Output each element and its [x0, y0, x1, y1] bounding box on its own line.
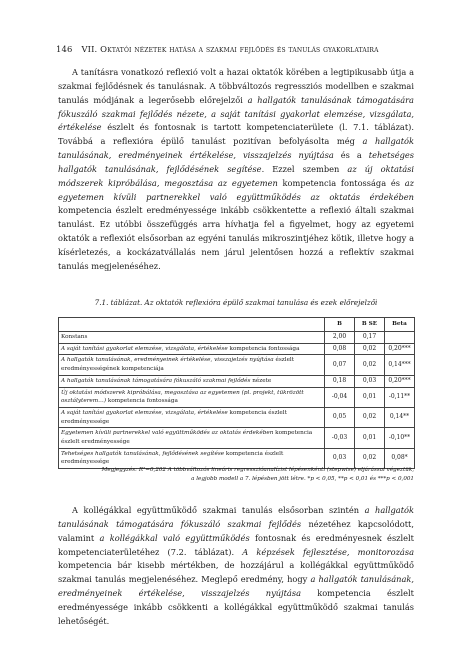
se-value: 0,03 [355, 375, 385, 387]
row-label-rest: kompetencia észlelt eredményessége [61, 430, 313, 446]
row-label [59, 428, 325, 448]
text-span: nézetéhez kapcsolódott, valamint [58, 518, 414, 543]
header-cell [59, 318, 325, 332]
row-label-rest: észlelt eredményességének kompetenciája [61, 357, 295, 373]
paragraph-collaboration [58, 504, 414, 629]
b-value: -0,04 [325, 387, 355, 407]
italic-span: a hallgatók tanulásának, eredményeinek értékelése, visszajelzés nyújtása [58, 136, 415, 161]
row-label-italic: A saját tanítási gyakorlat elemzése, vizsgálata, értékelése [61, 345, 228, 352]
table-row [59, 387, 415, 407]
page-number: 146 [56, 44, 73, 54]
table-row [59, 355, 415, 375]
row-label-rest: kompetencia fontossága [106, 398, 178, 405]
row-label-italic: A saját tanítási gyakorlat elemzése, vizsgálata, értékelése [61, 409, 228, 416]
se-value: 0,02 [355, 448, 385, 468]
row-label-italic: Egyetemen kívüli partnerekkel való együttműködés az oktatás érdekében [61, 430, 274, 437]
italic-span: a hallgatók tanulásának támogatására fókuszáló szakmai fejlődés [58, 505, 414, 529]
text-span: . Ezzel szemben [261, 163, 348, 174]
se-value: 0,02 [355, 407, 385, 427]
se-value: 0,17 [355, 332, 385, 344]
b-value: 0,07 [325, 355, 355, 375]
b-value: 0,03 [325, 448, 355, 468]
row-label [59, 407, 325, 427]
row-label-italic: Új oktatási módszerek kipróbálása, megosztása az egyetemen (pl. projekt, tükrözött osztályterem…) [61, 389, 304, 405]
beta-value: -0,10** [385, 428, 415, 448]
text-span: fontosnak és eredményesnek észlelt kompetenciaterületéhez (7.2. táblázat). [58, 532, 414, 557]
table-row [59, 428, 415, 448]
row-label [59, 355, 325, 375]
b-value: -0,03 [325, 428, 355, 448]
paragraph-reflection [58, 66, 414, 274]
row-label-rest: nézete [250, 377, 272, 384]
b-value: 0,08 [325, 343, 355, 355]
text-span: kompetencia bár kisebb mértékben, de hozzájárul a kollégákkal együttműködő szakmai tanulás megjelenéséhez. Meglepő eredmény, hogy [58, 560, 414, 585]
text-span: A kollégákkal együttműködő szakmai tanulás elsősorban szintén [72, 505, 365, 515]
row-label [59, 343, 325, 355]
header-cell: Beta [385, 318, 415, 332]
italic-span: a hallgatók tanulásának, eredményeinek értékelése, visszajelzés nyújtása [58, 574, 414, 599]
se-value: 0,01 [355, 387, 385, 407]
table-note [80, 466, 414, 483]
beta-value: 0,20*** [385, 375, 415, 387]
row-label-italic: Tehetséges hallgatók tanulásának, fejlődésének segítése [61, 450, 225, 457]
text-span: észlelt és fontosnak is tartott kompetenciaterülete (l. 7.1. táblázat). Továbbá a reflexióra épülő tanulást pozitívan befolyásolta még [58, 122, 414, 147]
italic-span: a kollégákkal való együttműködés [99, 532, 250, 543]
italic-span: a hallgatók tanulásának támogatására fókuszáló szakmai fejlődés nézete, a saját tanítási gyakorlat elemzése, vizsgálata, értékelése [58, 94, 414, 133]
beta-value [385, 332, 415, 344]
beta-value: 0,08* [385, 448, 415, 468]
table-row [59, 375, 415, 387]
running-title: VII. Oktatói nézetek hatása a szakmai fejlődés és tanulás gyakorlataira [81, 44, 379, 54]
row-label-italic: A hallgatók tanulásának, eredményeinek értékelése, visszajelzés nyújtása [61, 357, 274, 364]
table-row [59, 407, 415, 427]
beta-value: -0,11** [385, 387, 415, 407]
text-span: kompetencia fontossága és [277, 177, 405, 188]
table-row-constant [59, 332, 415, 344]
se-value: 0,01 [355, 428, 385, 448]
note-line: a legjobb modell a 7. lépésben jött létre. *p < 0,05, **p < 0,01 és ***p < 0,001 [191, 475, 414, 482]
table-header-row [59, 318, 415, 332]
text-span: kompetencia észlelt eredményessége inkább csökkentette a reflexió általi szakmai tanulást. Ez utóbbi összefüggés arra hívhatja fel a figyelmet, hogy az egyetemi oktatók a reflexiót elsősorban az egyéni tanulás mikroszintjéhez kötik, illetve hogy a kísérletezés, a kockázatvállalás nem járul jelentősen hozzá a reflektív szakmai tanulás megjelenéséhez. [58, 205, 414, 271]
b-value: 2,00 [325, 332, 355, 344]
row-label-rest: kompetencia észlelt eredményessége [61, 409, 287, 425]
row-label [59, 375, 325, 387]
se-value: 0,02 [355, 343, 385, 355]
row-label-italic: A hallgatók tanulásának támogatására fókuszáló szakmai fejlődés [61, 377, 251, 384]
text-span: és a [333, 150, 369, 161]
note-line: Megjegyzés: R²=0,202 A többváltozós lineáris regresszióanalízist lépésenkénti (stepwise) eljárással végeztük, [101, 467, 414, 473]
text-span: A tanításra vonatkozó reflexió volt a hazai oktatók körében a legtipikusabb útja a szakmai fejlődésnek és tanulásnak. A többváltozós regressziós modellben e szakmai tanulás módjának a legerősebb előrejelzői [58, 67, 414, 105]
italic-span: az egyetemen kívüli partnerekkel való együttműködés az oktatás érdekében [58, 177, 414, 202]
beta-value: 0,14** [385, 407, 415, 427]
b-value: 0,05 [325, 407, 355, 427]
table-row [59, 343, 415, 355]
beta-value: 0,20*** [385, 343, 415, 355]
italic-span: A képzések fejlesztése, monitorozása [242, 546, 414, 557]
se-value: 0,02 [355, 355, 385, 375]
header-cell: B [325, 318, 355, 332]
regression-table [58, 317, 415, 469]
table-caption: 7.1. táblázat. Az oktatók reflexióra épülő szakmai tanulása és ezek előrejelzői [94, 298, 378, 307]
italic-span: az új oktatási módszerek kipróbálása, megosztása az egyetemen [58, 163, 414, 188]
text-span: kompetencia észlelt eredményessége inkább csökkenti a kollégákkal együttműködő szakmai tanulás lehetőségét. [58, 588, 414, 626]
row-label: Konstans [59, 332, 325, 344]
row-label-rest: kompetencia észlelt eredményessége [61, 450, 284, 466]
running-header [56, 44, 414, 54]
italic-span: tehetséges hallgatók tanulásának, fejlődésének segítése [58, 150, 414, 174]
row-label-rest: kompetencia fontossága [227, 345, 300, 352]
beta-value: 0,14*** [385, 355, 415, 375]
b-value: 0,18 [325, 375, 355, 387]
header-cell: B SE [355, 318, 385, 332]
row-label [59, 387, 325, 407]
